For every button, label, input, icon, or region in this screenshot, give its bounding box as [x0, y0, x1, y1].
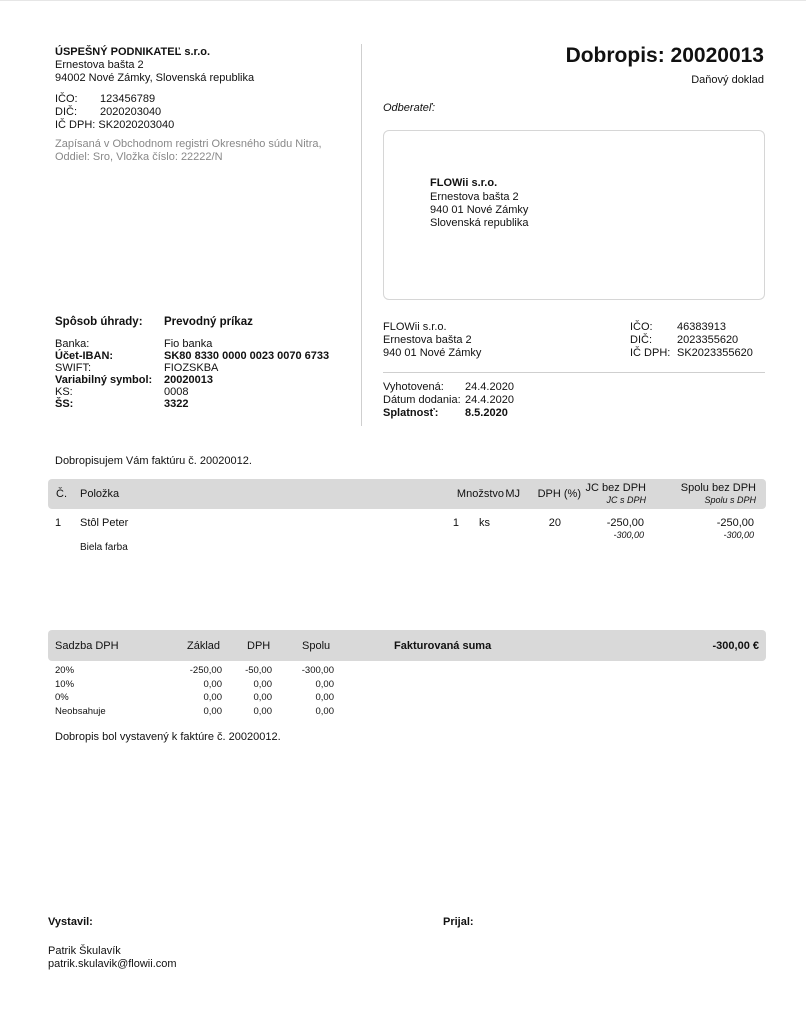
- iban-label: Účet-IBAN:: [55, 350, 114, 362]
- supplier-name: ÚSPEŠNÝ PODNIKATEĽ s.r.o.: [55, 46, 211, 58]
- document-title: Dobropis: 20020013: [565, 44, 764, 67]
- vat-total: -300,00: [301, 665, 334, 676]
- supplier-ico: 123456789: [100, 93, 156, 105]
- vat-base: 0,00: [203, 678, 222, 690]
- vat-summary-rows: [55, 664, 335, 718]
- top-border: [0, 0, 806, 1]
- credit-note-text: Dobropis bol vystavený k faktúre č. 20020012.: [55, 731, 281, 743]
- row-qty: 1: [452, 517, 459, 529]
- ks-label: KS:: [55, 386, 73, 398]
- vat-base: -250,00: [189, 665, 222, 676]
- customer-dic: 2023355620: [677, 334, 739, 346]
- supplier-registration: Zapísaná v Obchodnom registri Okresného súdu Nitra, Oddiel: Sro, Vložka číslo: 22222/N: [55, 138, 322, 163]
- due-date-label: Splatnosť:: [383, 407, 439, 419]
- issued-date-row: [383, 381, 514, 394]
- swift-row: [55, 362, 365, 374]
- ks-value: 0008: [164, 386, 189, 398]
- variable-symbol-label: Variabilný symbol:: [55, 374, 153, 386]
- row-unit-price-vat: -300,00: [613, 530, 644, 540]
- received-by-label: Prijal:: [443, 916, 474, 928]
- payment-block: [55, 316, 365, 410]
- vat-amount: 0,00: [253, 678, 272, 690]
- swift-value: FIOZSKBA: [164, 362, 219, 374]
- customer-ico: 46383913: [677, 321, 726, 333]
- vat-col-base: Základ: [187, 640, 221, 652]
- customer-label: Odberateľ:: [383, 102, 436, 114]
- issued-date: 24.4.2020: [465, 381, 514, 393]
- customer-ico-row: [630, 321, 753, 334]
- customer-icdph: SK2023355620: [677, 347, 753, 359]
- row-note: Biela farba: [80, 542, 128, 553]
- vat-base: 0,00: [203, 705, 222, 717]
- supplier-dic: 2020203040: [100, 106, 162, 118]
- customer-dic-row: [630, 334, 753, 347]
- row-total-vat: -300,00: [723, 530, 754, 540]
- invoiced-sum-header: [358, 630, 766, 661]
- document-subtitle: Daňový doklad: [691, 74, 764, 86]
- col-no: Č.: [56, 488, 67, 500]
- supplier-icdph: SK2020203040: [98, 119, 175, 131]
- supplier-street: Ernestova bašta 2: [55, 59, 144, 71]
- variable-symbol-value: 20020013: [164, 374, 213, 386]
- customer-address-box: [383, 130, 765, 300]
- customer-short-street: Ernestova bašta 2: [383, 334, 472, 346]
- table-row: [48, 516, 766, 546]
- delivery-date: 24.4.2020: [465, 394, 514, 406]
- vat-summary-header: [48, 630, 358, 661]
- vat-rate: 20%: [55, 665, 75, 676]
- supplier-city: 94002 Nové Zámky, Slovenská republika: [55, 72, 255, 84]
- vat-rate: Neobsahuje: [55, 705, 106, 717]
- vat-amount: -50,00: [245, 665, 272, 676]
- vat-rate: 10%: [55, 678, 75, 690]
- col-unit-price-vat: JC s DPH: [606, 495, 646, 505]
- vat-row: [55, 664, 335, 678]
- vat-row: [55, 691, 335, 705]
- bank-name: Fio banka: [164, 338, 213, 350]
- invoiced-sum-label: Fakturovaná suma: [394, 640, 492, 652]
- row-no: 1: [55, 517, 62, 529]
- supplier-dic-label: DIČ:: [55, 106, 77, 118]
- payment-method-row: [55, 316, 365, 328]
- swift-label: SWIFT:: [55, 362, 92, 374]
- supplier-icdph-row: [55, 119, 355, 132]
- due-date: 8.5.2020: [465, 407, 508, 419]
- customer-country: Slovenská republika: [430, 217, 529, 229]
- supplier-ico-label: IČO:: [55, 93, 78, 105]
- col-unit-price: JC bez DPH: [585, 482, 646, 494]
- supplier-icdph-label: IČ DPH:: [55, 119, 96, 131]
- ks-row: [55, 386, 365, 398]
- row-item: Stôl Peter: [80, 517, 129, 529]
- vat-row: [55, 678, 335, 692]
- col-total: Spolu bez DPH: [680, 482, 756, 494]
- vat-row: [55, 705, 335, 719]
- customer-short-name: FLOWii s.r.o.: [383, 321, 447, 333]
- col-total-vat: Spolu s DPH: [704, 495, 756, 505]
- due-date-row: [383, 407, 514, 420]
- vat-amount: 0,00: [253, 705, 272, 717]
- iban-value: SK80 8330 0000 0023 0070 6733: [164, 350, 330, 362]
- intro-text: Dobropisujem Vám faktúru č. 20020012.: [55, 455, 252, 467]
- iban-row: [55, 350, 365, 362]
- delivery-date-label: Dátum dodania:: [383, 394, 461, 406]
- issuer-block: [48, 945, 177, 971]
- bank-label: Banka:: [55, 338, 90, 350]
- row-vat: 20: [548, 517, 561, 529]
- customer-short-city: 940 01 Nové Zámky: [383, 347, 482, 359]
- customer-city: 940 01 Nové Zámky: [430, 204, 529, 216]
- col-item: Položka: [80, 488, 120, 500]
- customer-icdph-label: IČ DPH:: [630, 347, 671, 359]
- customer-ico-label: IČO:: [630, 321, 653, 333]
- customer-dic-label: DIČ:: [630, 334, 652, 346]
- vat-col-vat: DPH: [247, 640, 271, 652]
- issued-by-label: Vystavil:: [48, 916, 93, 928]
- ss-row: [55, 398, 365, 410]
- issuer-name: Patrik Škulavík: [48, 945, 121, 957]
- supplier-dic-row: [55, 106, 355, 119]
- vat-total: 0,00: [315, 678, 334, 690]
- vat-amount: 0,00: [253, 692, 272, 703]
- vat-col-rate: Sadzba DPH: [55, 640, 119, 652]
- row-total: -250,00: [716, 517, 754, 529]
- vat-col-total: Spolu: [302, 640, 331, 652]
- col-qty: Množstvo: [456, 488, 504, 500]
- payment-method: Prevodný príkaz: [164, 316, 253, 328]
- variable-symbol-row: [55, 374, 365, 386]
- customer-street: Ernestova bašta 2: [430, 191, 519, 203]
- items-table-header: [48, 479, 766, 509]
- issued-date-label: Vyhotovená:: [383, 381, 444, 393]
- row-unit-price: -250,00: [606, 517, 644, 529]
- bank-row: [55, 338, 365, 350]
- issuer-email: patrik.skulavik@flowii.com: [48, 958, 177, 970]
- vat-base: 0,00: [203, 692, 222, 703]
- dates-block: [383, 381, 514, 420]
- ss-value: 3322: [164, 398, 189, 410]
- delivery-date-row: [383, 394, 514, 407]
- supplier-ico-row: [55, 93, 355, 106]
- payment-method-label: Spôsob úhrady:: [55, 316, 143, 328]
- vat-rate: 0%: [55, 692, 69, 703]
- col-unit: MJ: [505, 488, 520, 500]
- vat-total: 0,00: [315, 705, 334, 717]
- invoiced-sum-amount: -300,00 €: [712, 640, 759, 652]
- customer-icdph-row: [630, 347, 753, 360]
- ss-label: ŠS:: [55, 398, 74, 410]
- col-vat: DPH (%): [537, 488, 581, 500]
- details-divider: [383, 372, 765, 373]
- row-unit: ks: [479, 517, 490, 529]
- customer-name: FLOWii s.r.o.: [430, 177, 498, 189]
- supplier-block: [55, 46, 355, 164]
- vat-total: 0,00: [315, 692, 334, 703]
